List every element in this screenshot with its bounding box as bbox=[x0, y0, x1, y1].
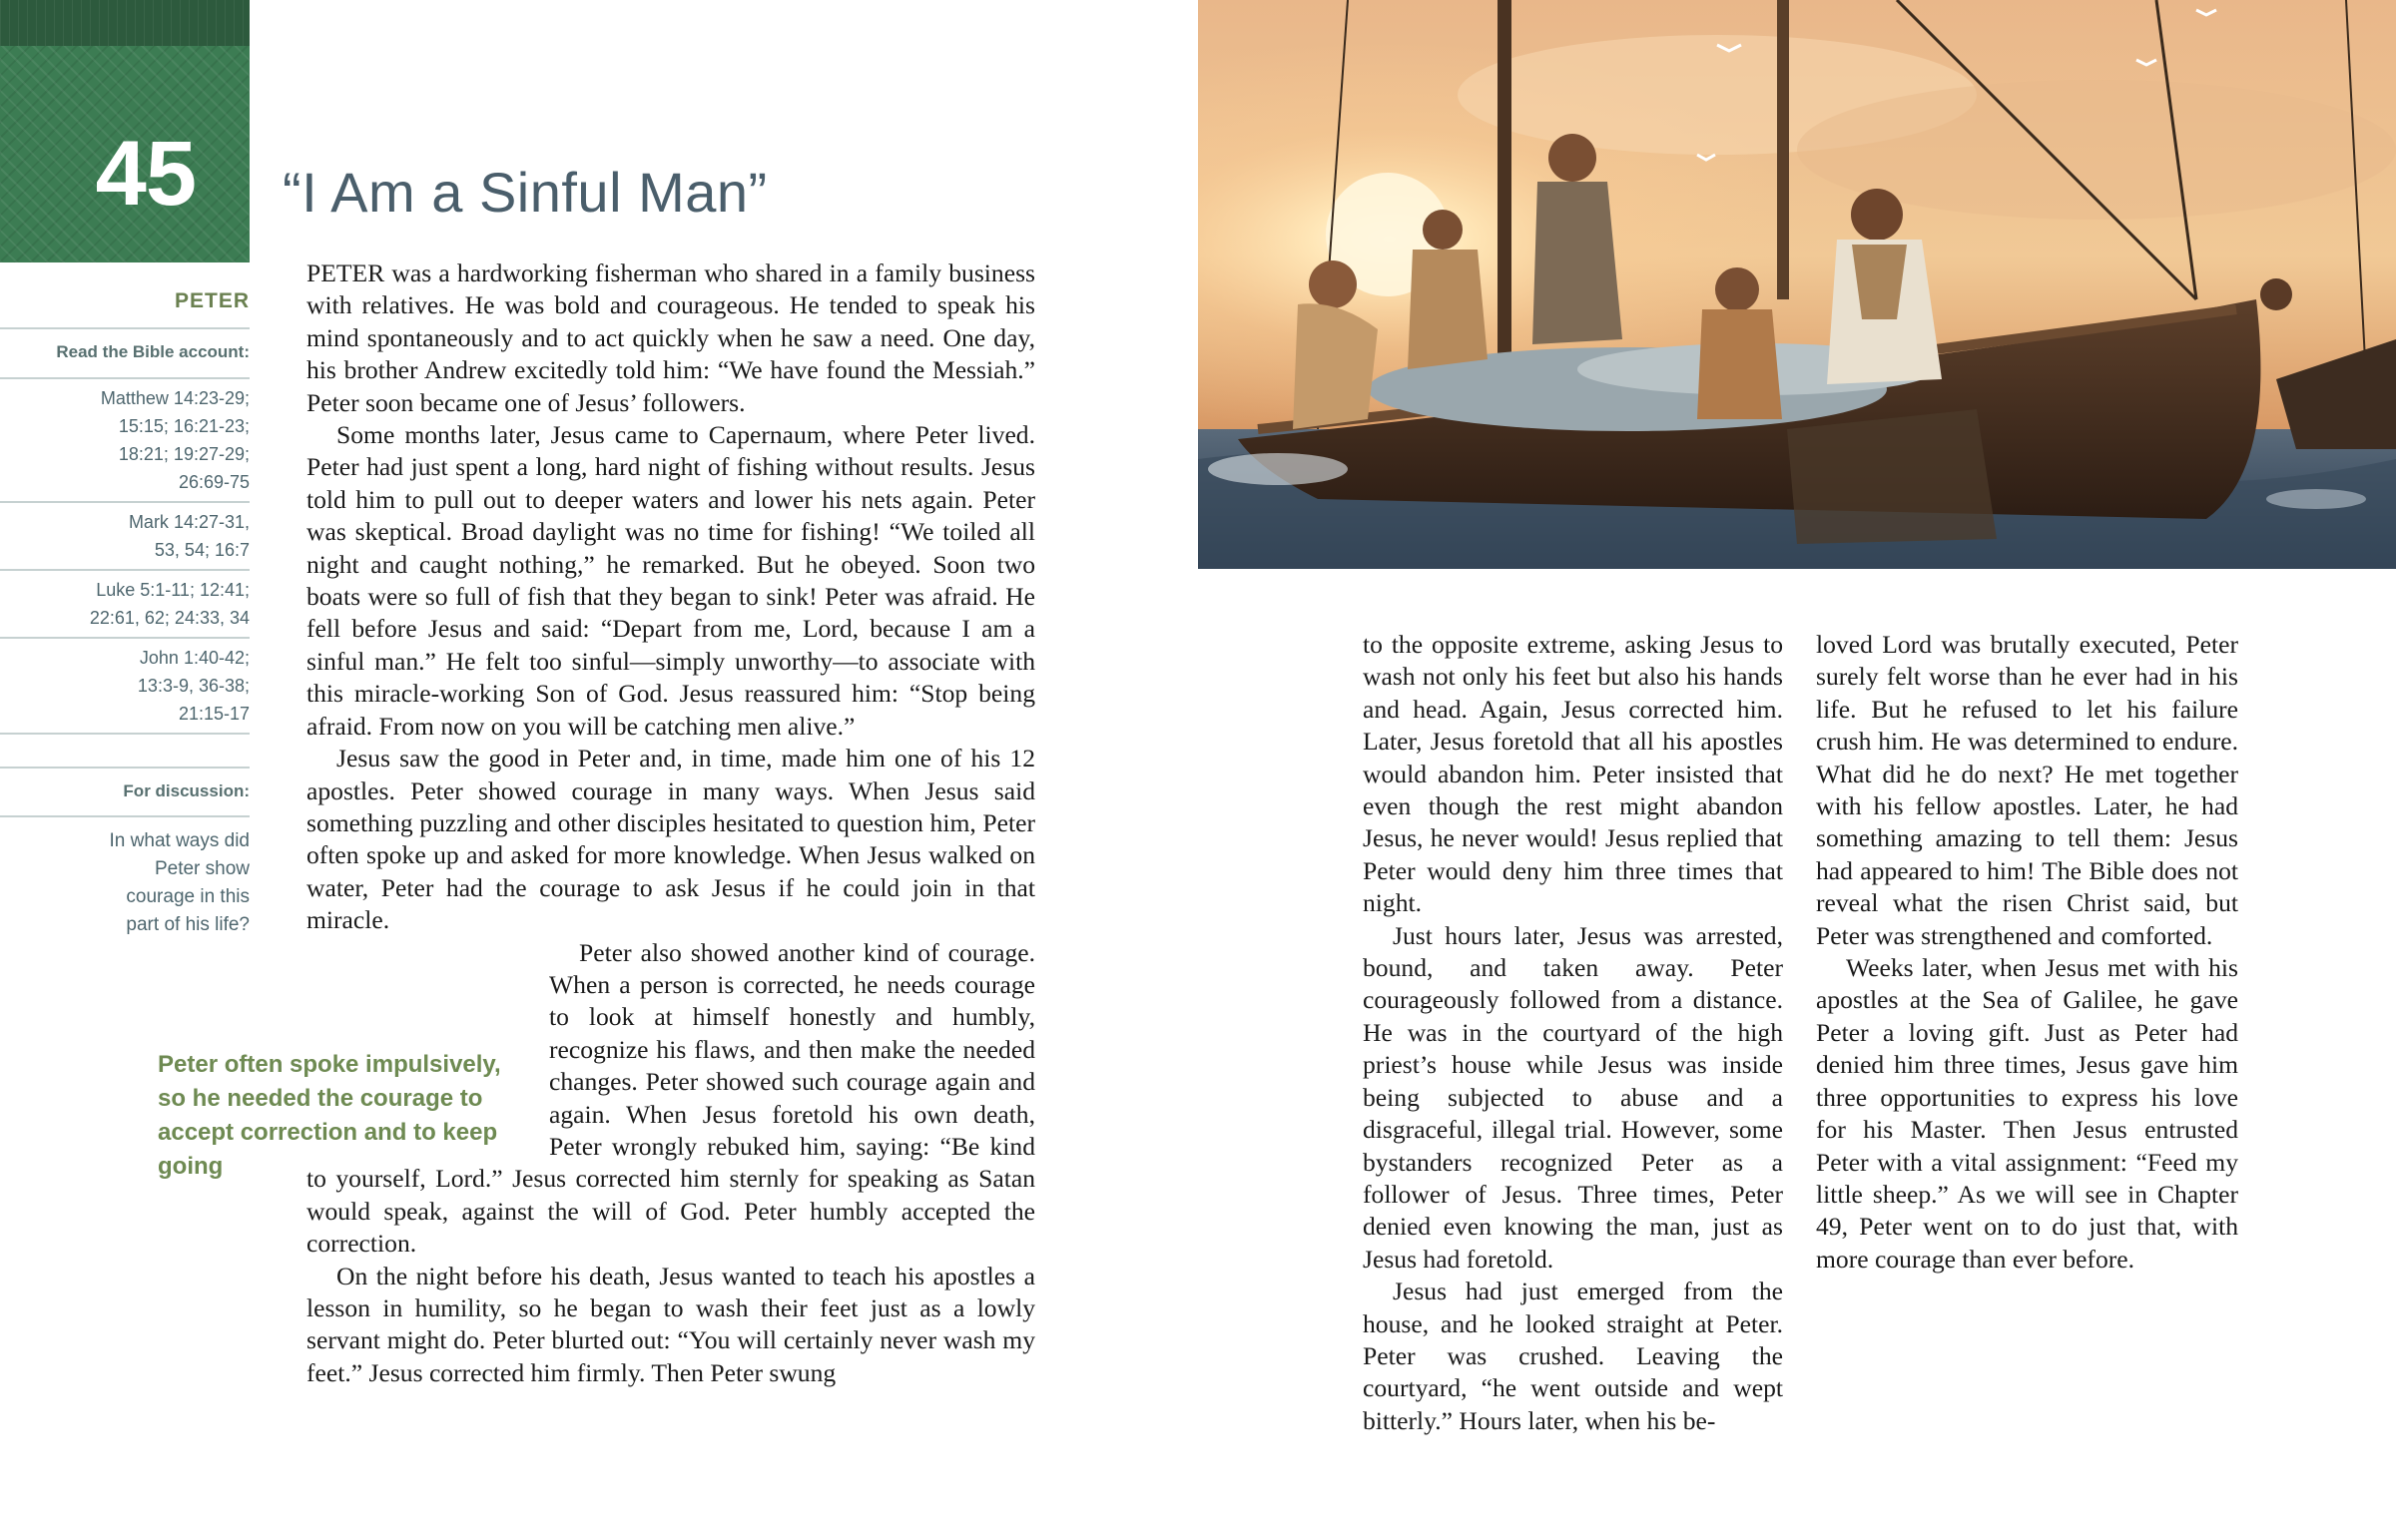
character-name: PETER bbox=[0, 279, 250, 329]
paragraph: Jesus had just emerged from the house, and he looked straight at Peter. Peter was crushed. Leaving the courtyard, “he went outside and wept bitterly.” Hours later, when his be- bbox=[1363, 1277, 1783, 1435]
badge-pattern-band bbox=[0, 0, 250, 46]
paragraph: Weeks later, when Jesus met with his apostles at the Sea of Galilee, he gave Peter a loving gift. Just as Peter had denied him three times, Jesus gave him three opportunities to express his love for his Master. Then Jesus entrusted Peter with a vital assignment: “Feed my little sheep.” As we will see in Chapter 49, Peter went on to do just that, with more courage than ever before. bbox=[1816, 953, 2238, 1274]
right-page bbox=[1198, 0, 2396, 1540]
paragraph: loved Lord was brutally executed, Peter surely felt worse than he ever had in his life. But he refused to let his failure crush him. He was determined to endure. What did he do next? He met together with his fellow apostles. Later, he had something amazing to tell them: Jesus had appeared to him! The Bible does not reveal what the risen Christ said, but Peter was strengthened and comforted. bbox=[1816, 630, 2238, 950]
reference-matthew: Matthew 14:23-29; 15:15; 16:21-23; 18:21; 19:27-29; 26:69-75 bbox=[0, 379, 250, 503]
read-bible-label-text: Read the Bible account: bbox=[56, 342, 250, 361]
paragraph: On the night before his death, Jesus wanted to teach his apostles a lesson in humility, so he began to wash their feet just as a lowly servant might do. Peter blurted out: “You will certainly never wash my feet.” Jesus corrected him firmly. Then Peter swung bbox=[306, 1261, 1035, 1387]
discussion-question: In what ways did Peter show courage in this part of his life? bbox=[109, 830, 250, 935]
read-bible-label bbox=[0, 329, 250, 379]
paragraph: Some months later, Jesus came to Capernaum, where Peter lived. Peter had just spent a long, hard night of fishing without results. Jesus told him to pull out to deeper waters and lower his nets again. Peter was skeptical. Broad daylight was no time for fishing! “We toiled all night and caught nothing,” he remarked. But he obeyed. Soon two boats were so full of fish that they began to sink! Peter was afraid. He fell before Jesus and said: “Depart from me, Lord, because I am a sinful man.” He felt too sinful—simply unworthy—to associate with this miracle-working Son of God. Jesus reassured him: “Stop being afraid. From now on you will be catching men alive.” bbox=[306, 420, 1035, 741]
paragraph: to the opposite extreme, asking Jesus to wash not only his feet but also his hands and head. Again, Jesus corrected him. Later, Jesus foretold that all his apostles would abandon him. Peter insisted that even though the rest might abandon Jesus, he never would! Jesus replied that Peter would deny him three times that night. bbox=[1363, 630, 1783, 918]
discussion-label: For discussion: bbox=[0, 767, 250, 817]
reference-luke: Luke 5:1-11; 12:41; 22:61, 62; 24:33, 34 bbox=[0, 571, 250, 639]
chapter-title: “I Am a Sinful Man” bbox=[283, 161, 768, 224]
article-column-middle bbox=[1363, 629, 1783, 1437]
reference-mark: Mark 14:27-31, 53, 54; 16:7 bbox=[0, 503, 250, 571]
sidebar bbox=[0, 279, 250, 939]
pull-quote-space bbox=[306, 937, 549, 1152]
pull-quote: Peter often spoke impulsively, so he needed the courage to accept correction and to keep going bbox=[158, 1051, 501, 1180]
paragraph: Peter also showed another kind of courage. When a person is corrected, he needs courage to look at himself honestly and humbly, recognize his flaws, and then make the needed changes. Peter showed such courage again and again. When Jesus foretold his own death, Peter wrongly rebuked him, saying: “Be kind to yourself, Lord.” Jesus corrected him sternly for speaking as Satan would speak, against the will of God. Peter humbly accepted the correction. bbox=[306, 937, 1035, 1259]
chapter-number: 45 bbox=[95, 123, 196, 225]
article-column-right bbox=[1816, 629, 2238, 1276]
paragraph: Jesus saw the good in Peter and, in time, made him one of his 12 apostles. Peter showed courage in many ways. When Jesus said something puzzling and other disciples hesitated to question him, Peter often spoke up and asked for more knowledge. When Jesus walked on water, Peter had the courage to ask Jesus if he could join in that miracle. bbox=[306, 744, 1035, 935]
chapter-badge bbox=[0, 0, 250, 262]
reference-john: John 1:40-42; 13:3-9, 36-38; 21:15-17 bbox=[0, 639, 250, 735]
scripture-references bbox=[0, 379, 250, 735]
article-column-left bbox=[306, 257, 1035, 1389]
paragraph: Just hours later, Jesus was arrested, bound, and taken away. Peter courageously followed from a distance. He was in the courtyard of the high priest’s house while Jesus was inside being subjected to abuse and a disgraceful, illegal trial. However, some bystanders recognized Peter as a follower of Jesus. Three times, Peter denied even knowing the man, just as Jesus had foretold. bbox=[1363, 920, 1783, 1274]
paragraph: PETER was a hardworking fisherman who shared in a family business with relatives. He was bold and courageous. He tended to speak his mind spontaneously and to act quickly when he saw a need. One day, his brother Andrew excitedly told him: “We have found the Messiah.” Peter soon became one of Jesus’ followers. bbox=[306, 258, 1035, 417]
